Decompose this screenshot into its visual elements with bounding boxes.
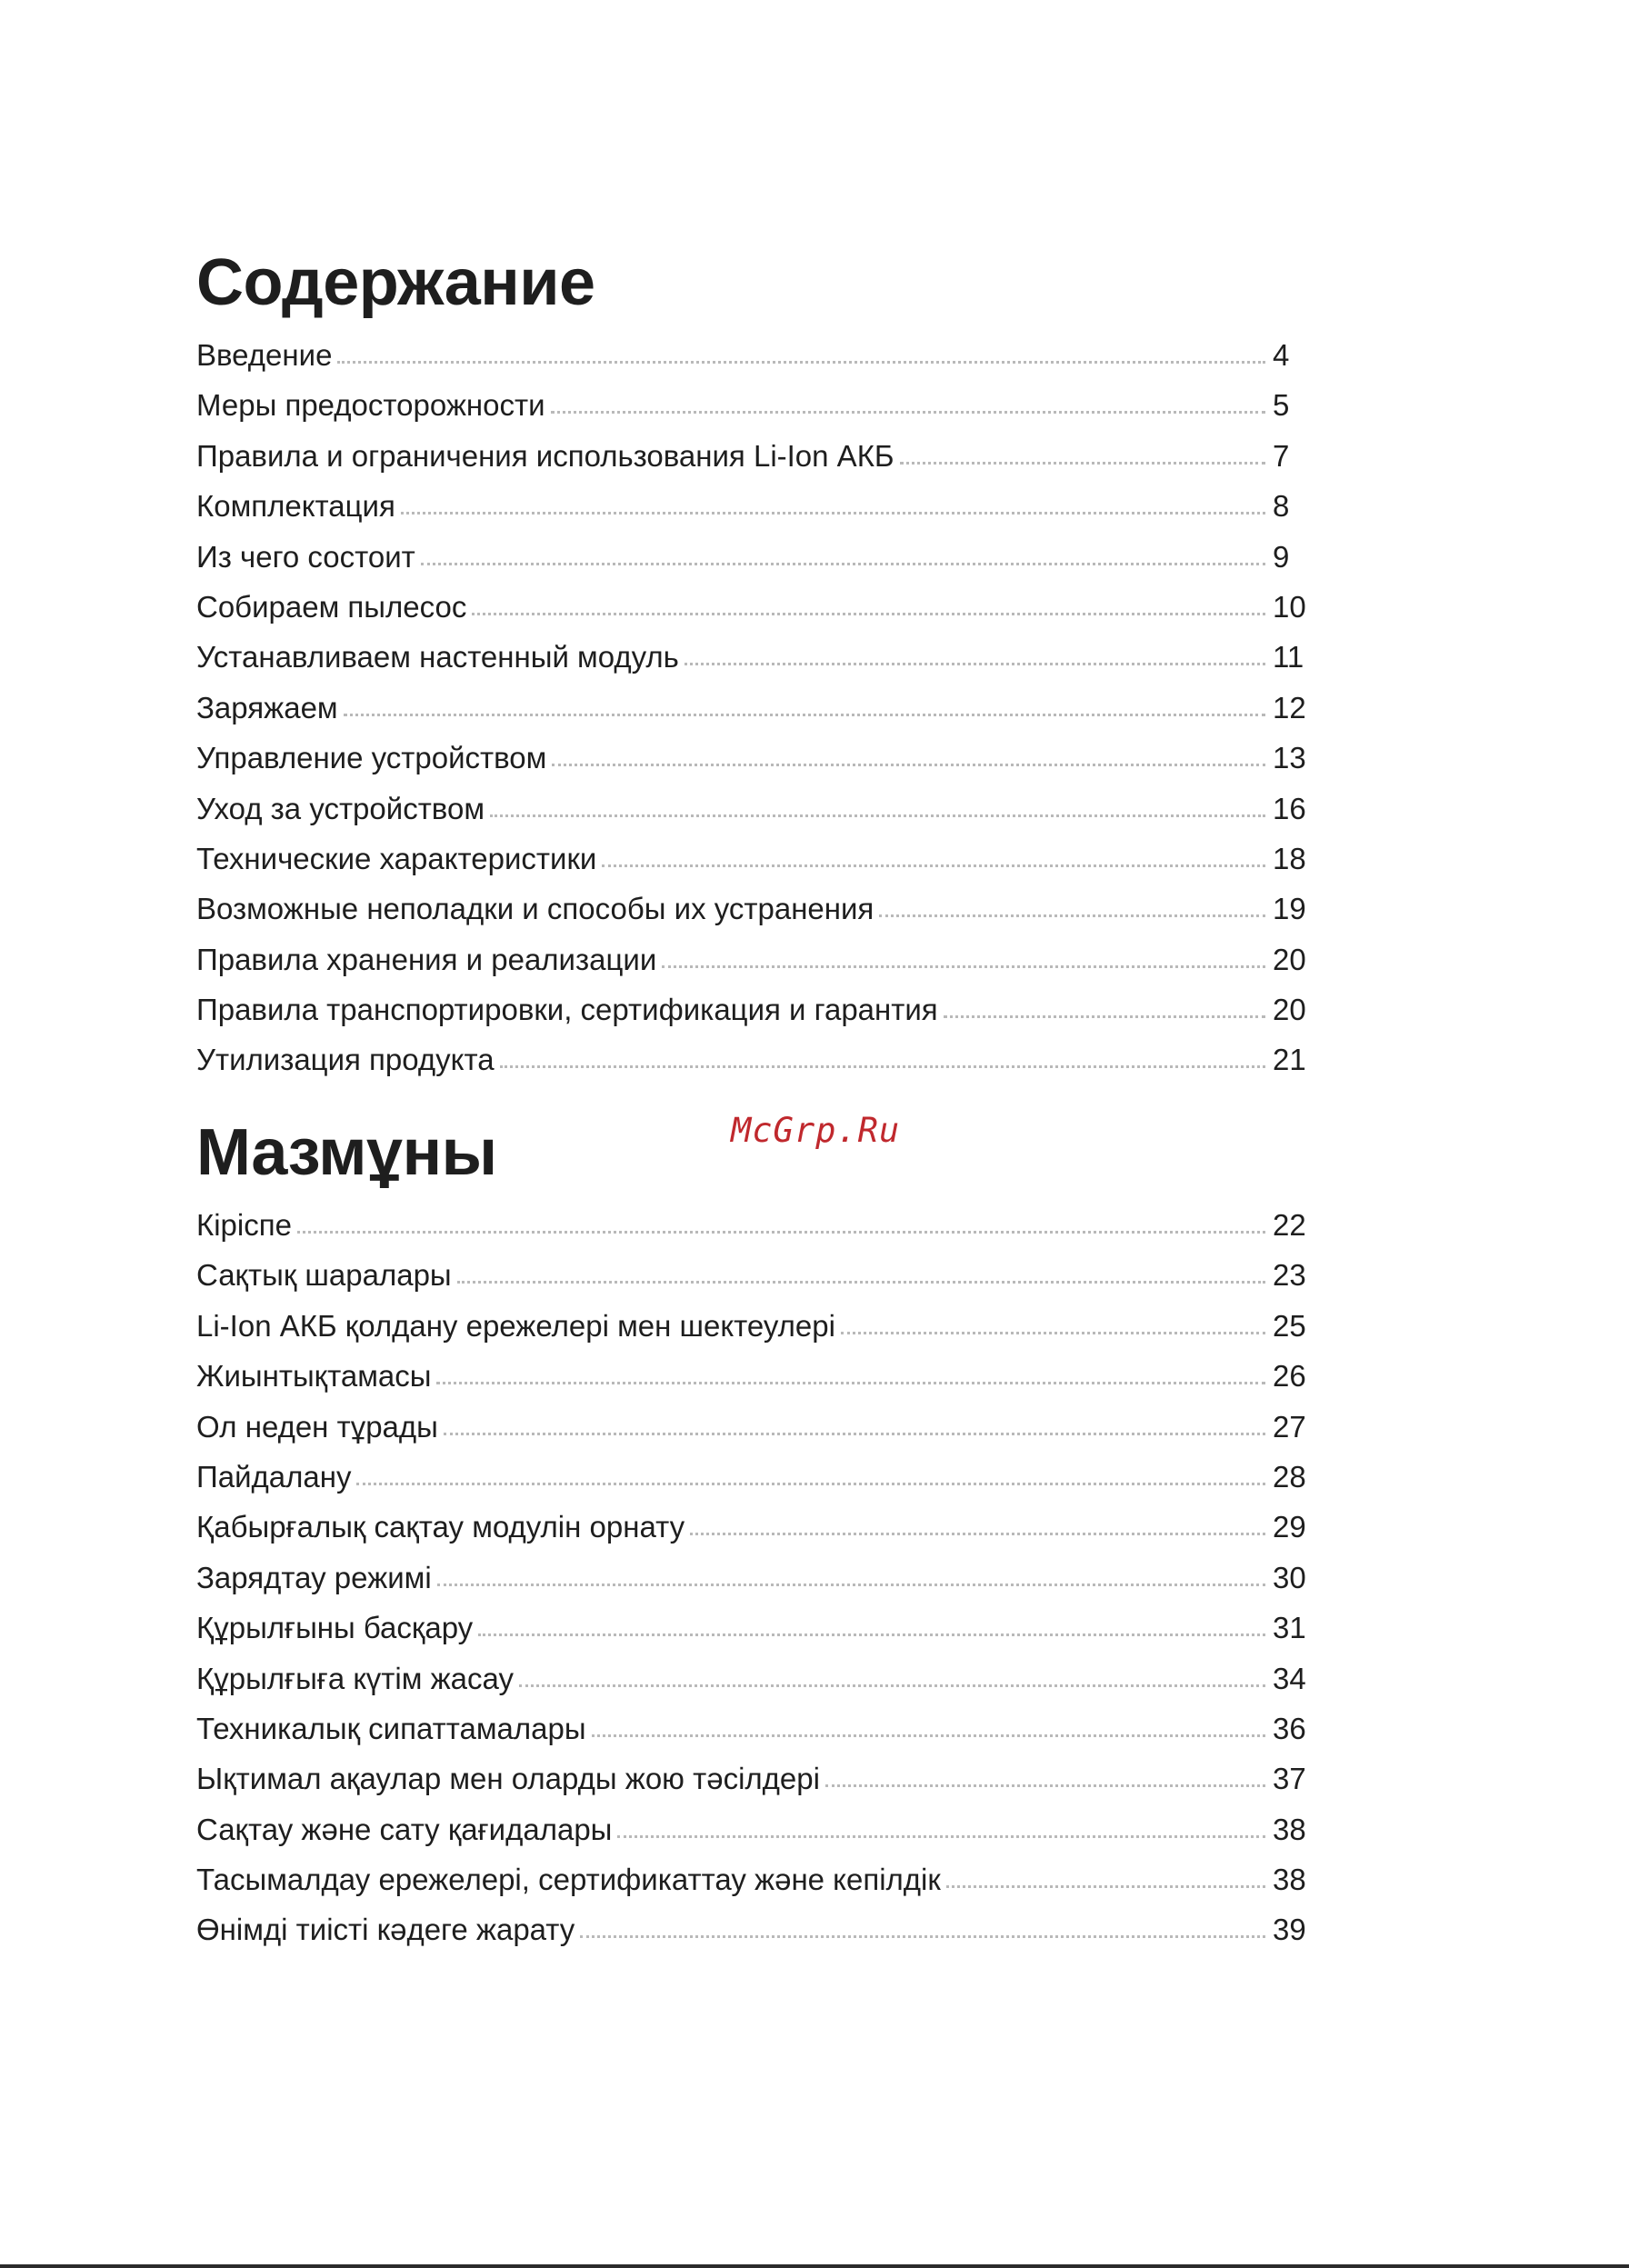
toc-entry-title: Құрылғыны басқару — [196, 1611, 474, 1645]
dot-leader — [519, 1684, 1265, 1687]
toc-entry[interactable] — [196, 1351, 1314, 1401]
toc-entry-page-number: 21 — [1273, 1043, 1306, 1077]
toc-entry-title: Ол неден тұрады — [196, 1409, 438, 1444]
dot-leader — [297, 1230, 1265, 1234]
toc-entry-title: Пайдалану — [196, 1459, 352, 1494]
dot-leader — [344, 713, 1265, 716]
dot-leader — [457, 1280, 1265, 1284]
toc-entry[interactable] — [196, 984, 1314, 1034]
toc-entry-title: Меры предосторожности — [196, 388, 545, 423]
dot-leader — [900, 461, 1265, 465]
toc-entry-page-number: 25 — [1273, 1308, 1306, 1343]
toc-entry-title: Ықтимал ақаулар мен оларды жою тәсілдері — [196, 1762, 820, 1796]
dot-leader — [946, 1884, 1265, 1888]
toc-entry-title: Технические характеристики — [196, 841, 597, 875]
toc-entry[interactable] — [196, 1301, 1314, 1351]
toc-entry-page-number: 5 — [1273, 388, 1290, 423]
toc-entry[interactable] — [196, 1804, 1314, 1854]
dot-leader — [602, 864, 1265, 867]
toc-entry[interactable] — [196, 1034, 1314, 1084]
toc-entry[interactable] — [196, 1250, 1314, 1300]
toc-entry[interactable] — [196, 582, 1314, 632]
toc-entry-page-number: 34 — [1273, 1661, 1306, 1695]
dot-leader — [437, 1583, 1265, 1586]
toc-entry-title: Из чего состоит — [196, 539, 415, 574]
dot-leader — [401, 511, 1265, 515]
toc-entry-title: Правила транспортировки, сертификация и гарантия — [196, 993, 938, 1027]
toc-entry[interactable] — [196, 1603, 1314, 1653]
toc-entry-title: Қабырғалық сақтау модулін орнату — [196, 1510, 685, 1544]
toc-heading-kz: Мазмұны — [196, 1116, 497, 1189]
toc-entry-page-number: 23 — [1273, 1258, 1306, 1293]
toc-entry-title: Зарядтау режимі — [196, 1560, 432, 1594]
dot-leader — [444, 1432, 1265, 1435]
toc-section-kz — [196, 1114, 1314, 1955]
dot-leader — [617, 1834, 1265, 1838]
toc-entry-title: Техникалық сипаттамалары — [196, 1711, 586, 1745]
toc-entry[interactable] — [196, 683, 1314, 733]
toc-entry[interactable] — [196, 1703, 1314, 1753]
toc-entry-page-number: 20 — [1273, 993, 1306, 1027]
toc-entry[interactable] — [196, 330, 1314, 380]
toc-entry-page-number: 38 — [1273, 1812, 1306, 1846]
toc-entry-title: Өнімді тиісті кәдеге жарату — [196, 1913, 575, 1947]
toc-entry-title: Комплектация — [196, 489, 395, 524]
toc-heading-ru: Содержание — [196, 246, 595, 319]
toc-entry-page-number: 13 — [1273, 741, 1306, 775]
dot-leader — [551, 410, 1265, 414]
toc-entry-page-number: 12 — [1273, 690, 1306, 724]
toc-entry[interactable] — [196, 632, 1314, 682]
toc-entry[interactable] — [196, 1904, 1314, 1954]
toc-list-kz — [196, 1200, 1314, 1955]
dot-leader — [472, 612, 1265, 615]
dot-leader — [490, 814, 1265, 817]
toc-entry-page-number: 10 — [1273, 589, 1306, 624]
toc-entry-page-number: 11 — [1273, 640, 1304, 674]
toc-entry-title: Утилизация продукта — [196, 1043, 495, 1077]
toc-entry-page-number: 39 — [1273, 1913, 1306, 1947]
toc-entry-title: Заряжаем — [196, 690, 338, 724]
toc-entry-page-number: 18 — [1273, 841, 1306, 875]
toc-entry-title: Уход за устройством — [196, 791, 485, 825]
dot-leader — [356, 1482, 1265, 1485]
toc-section-ru — [196, 244, 1314, 1085]
dot-leader — [421, 562, 1265, 565]
toc-entry-page-number: 22 — [1273, 1208, 1306, 1242]
toc-entry[interactable] — [196, 380, 1314, 430]
toc-entry-page-number: 8 — [1273, 489, 1290, 524]
dot-leader — [841, 1331, 1265, 1334]
toc-entry-page-number: 4 — [1273, 338, 1290, 372]
dot-leader — [500, 1064, 1265, 1068]
toc-list-ru — [196, 330, 1314, 1085]
toc-entry-page-number: 20 — [1273, 942, 1306, 976]
toc-entry[interactable] — [196, 431, 1314, 481]
toc-entry-page-number: 29 — [1273, 1510, 1306, 1544]
toc-entry-title: Кіріспе — [196, 1208, 292, 1242]
toc-entry-page-number: 37 — [1273, 1762, 1306, 1796]
toc-entry-title: Тасымалдау ережелері, сертификаттау және кепілдік — [196, 1863, 941, 1897]
dot-leader — [879, 914, 1265, 917]
toc-entry-title: Сақтық шаралары — [196, 1258, 452, 1293]
toc-entry-page-number: 7 — [1273, 438, 1290, 473]
dot-leader — [436, 1381, 1265, 1384]
toc-entry[interactable] — [196, 884, 1314, 934]
toc-entry-title: Правила и ограничения использования Li-Ion АКБ — [196, 438, 894, 473]
bottom-rule — [0, 2264, 1629, 2268]
toc-entry[interactable] — [196, 1200, 1314, 1250]
dot-leader — [690, 1532, 1265, 1535]
toc-entry[interactable] — [196, 1854, 1314, 1904]
toc-entry[interactable] — [196, 934, 1314, 984]
toc-entry-page-number: 38 — [1273, 1863, 1306, 1897]
dot-leader — [552, 763, 1265, 766]
toc-entry[interactable] — [196, 532, 1314, 582]
toc-entry-title: Устанавливаем настенный модуль — [196, 640, 679, 674]
toc-entry[interactable] — [196, 733, 1314, 783]
dot-leader — [944, 1014, 1265, 1018]
toc-entry-title: Жиынтықтамасы — [196, 1359, 432, 1394]
toc-entry[interactable] — [196, 1402, 1314, 1452]
toc-entry[interactable] — [196, 834, 1314, 884]
toc-entry[interactable] — [196, 1753, 1314, 1803]
toc-entry-page-number: 9 — [1273, 539, 1290, 574]
dot-leader — [685, 662, 1265, 665]
toc-entry[interactable] — [196, 1502, 1314, 1552]
toc-entry-page-number: 31 — [1273, 1611, 1306, 1645]
toc-entry-page-number: 28 — [1273, 1459, 1306, 1494]
toc-entry-title: Введение — [196, 338, 333, 372]
toc-entry[interactable] — [196, 1553, 1314, 1603]
toc-entry-title: Құрылғыға күтім жасау — [196, 1661, 515, 1695]
toc-entry[interactable] — [196, 784, 1314, 834]
toc-entry-page-number: 27 — [1273, 1409, 1306, 1444]
toc-entry-page-number: 30 — [1273, 1560, 1306, 1594]
toc-entry-title: Собираем пылесос — [196, 589, 467, 624]
toc-entry-page-number: 26 — [1273, 1359, 1306, 1394]
watermark: McGrp.Ru — [731, 1111, 901, 1150]
dot-leader — [478, 1633, 1265, 1636]
toc-entry[interactable] — [196, 481, 1314, 531]
toc-entry-page-number: 19 — [1273, 892, 1306, 926]
dot-leader — [592, 1733, 1265, 1737]
dot-leader — [580, 1934, 1265, 1938]
toc-entry-title: Управление устройством — [196, 741, 547, 775]
toc-entry-title: Возможные неполадки и способы их устранения — [196, 892, 874, 926]
toc-entry-title: Li-Ion АКБ қолдану ережелері мен шектеулері — [196, 1308, 835, 1343]
toc-entry-title: Правила хранения и реализации — [196, 942, 657, 976]
dot-leader — [825, 1783, 1265, 1787]
dot-leader — [662, 964, 1265, 968]
toc-entry[interactable] — [196, 1654, 1314, 1703]
toc-entry[interactable] — [196, 1452, 1314, 1502]
dot-leader — [337, 360, 1265, 364]
toc-entry-title: Сақтау және сату қағидалары — [196, 1812, 613, 1846]
toc-entry-page-number: 16 — [1273, 791, 1306, 825]
toc-entry-page-number: 36 — [1273, 1711, 1306, 1745]
